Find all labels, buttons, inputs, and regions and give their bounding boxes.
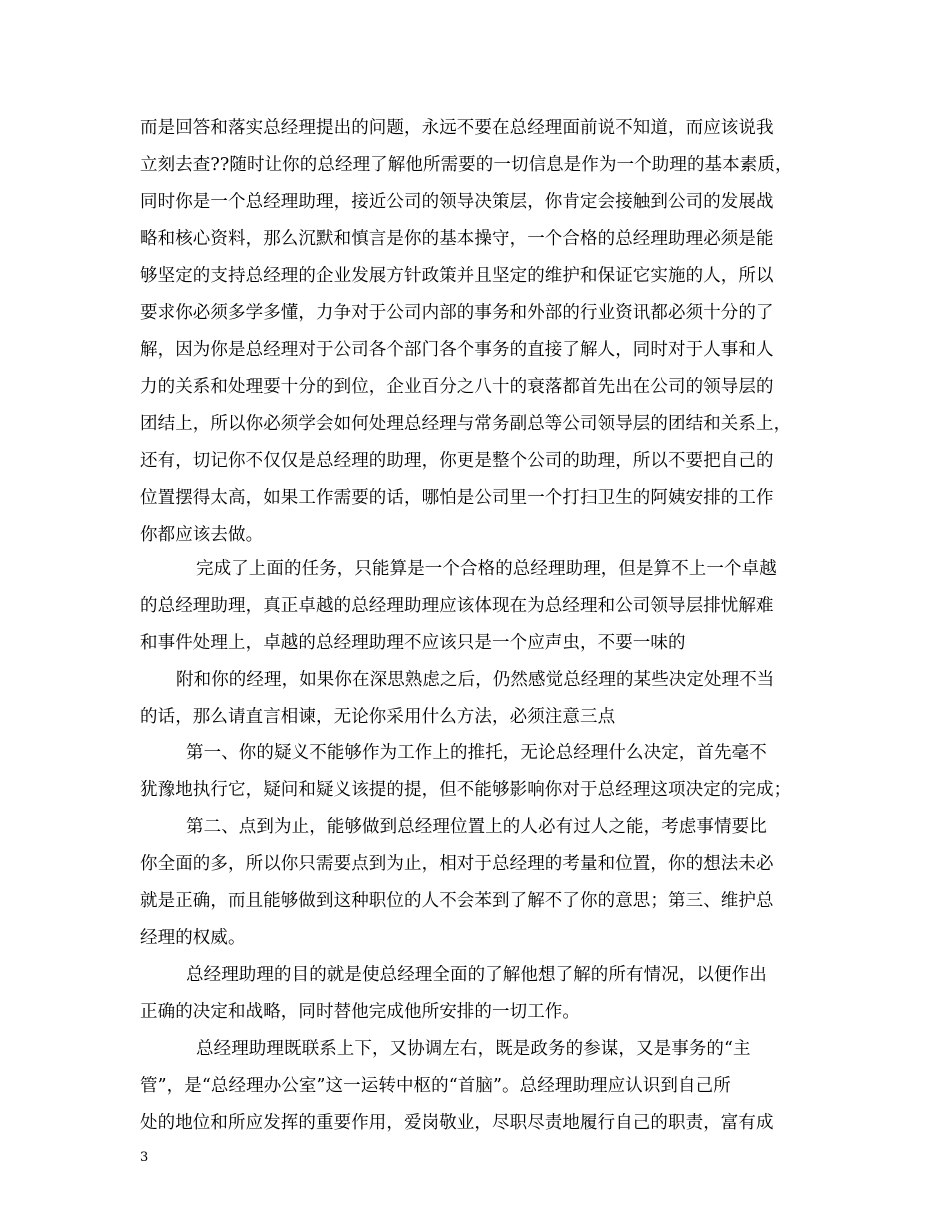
text-line: 正确的决定和战略，同时替他完成他所安排的一切工作。 xyxy=(140,1002,580,1022)
text-line: 犹豫地执行它，疑问和疑义该提的提，但不能够影响你对于总经理这项决定的完成； xyxy=(140,780,792,800)
text-line: 总经理助理既联系上下，又协调左右，既是政务的参谋，又是事务的“主 xyxy=(196,1039,751,1059)
text-line: 的总经理助理，真正卓越的总经理助理应该体现在为总经理和公司领导层排忧解难 xyxy=(140,596,774,616)
text-line: 而是回答和落实总经理提出的问题，永远不要在总经理面前说不知道，而应该说我 xyxy=(140,118,774,138)
text-line: 就是正确，而且能够做到这种职位的人不会苯到了解不了你的意思；第三、维护总 xyxy=(140,891,774,911)
text-line: 管”，是“总经理办公室”这一运转中枢的“首脑”。总经理助理应认识到自己所 xyxy=(140,1076,731,1096)
text-line: 的话，那么请直言相谏，无论你采用什么方法，必须注意三点 xyxy=(140,707,616,727)
text-line: 总经理助理的目的就是使总经理全面的了解他想了解的所有情况，以便作出 xyxy=(186,965,767,985)
text-line: 略和核心资料，那么沉默和慎言是你的基本操守，一个合格的总经理助理必须是能 xyxy=(140,229,774,249)
text-line: 你都应该去做。 xyxy=(140,525,264,545)
text-line: 力的关系和处理要十分的到位，企业百分之八十的衰落都首先出在公司的领导层的 xyxy=(140,377,774,397)
text-line: 经理的权威。 xyxy=(140,928,246,948)
text-line: 解，因为你是总经理对于公司各个部门各个事务的直接了解人，同时对于人事和人 xyxy=(140,340,774,360)
text-line: 同时你是一个总经理助理，接近公司的领导决策层，你肯定会接触到公司的发展战 xyxy=(140,192,774,212)
text-line: 你全面的多，所以你只需要点到为止，相对于总经理的考量和位置，你的想法未必 xyxy=(140,854,774,874)
text-line: 和事件处理上，卓越的总经理助理不应该只是一个应声虫，不要一味的 xyxy=(140,633,686,653)
text-line: 位置摆得太高，如果工作需要的话，哪怕是公司里一个打扫卫生的阿姨安排的工作 xyxy=(140,488,774,508)
text-line: 要求你必须多学多懂，力争对于公司内部的事务和外部的行业资讯都必须十分的了 xyxy=(140,303,774,323)
text-line: 第一、你的疑义不能够作为工作上的推托，无论总经理什么决定，首先毫不 xyxy=(186,743,767,763)
text-line: 还有，切记你不仅仅是总经理的助理，你更是整个公司的助理，所以不要把自己的 xyxy=(140,451,774,471)
page-number: 3 xyxy=(140,1150,149,1165)
text-line: 完成了上面的任务，只能算是一个合格的总经理助理，但是算不上一个卓越 xyxy=(196,559,777,579)
text-line: 第二、点到为止，能够做到总经理位置上的人必有过人之能，考虑事情要比 xyxy=(186,817,767,837)
text-line: 处的地位和所应发挥的重要作用，爱岗敬业，尽职尽责地履行自己的职责，富有成 xyxy=(140,1113,774,1133)
text-line: 够坚定的支持总经理的企业发展方针政策并且坚定的维护和保证它实施的人，所以 xyxy=(140,266,774,286)
text-line: 附和你的经理，如果你在深思熟虑之后，仍然感觉总经理的某些决定处理不当 xyxy=(176,670,775,690)
text-line: 立刻去查??随时让你的总经理了解他所需要的一切信息是作为一个助理的基本素质， xyxy=(140,155,793,175)
text-line: 团结上，所以你必须学会如何处理总经理与常务副总等公司领导层的团结和关系上， xyxy=(140,414,792,434)
